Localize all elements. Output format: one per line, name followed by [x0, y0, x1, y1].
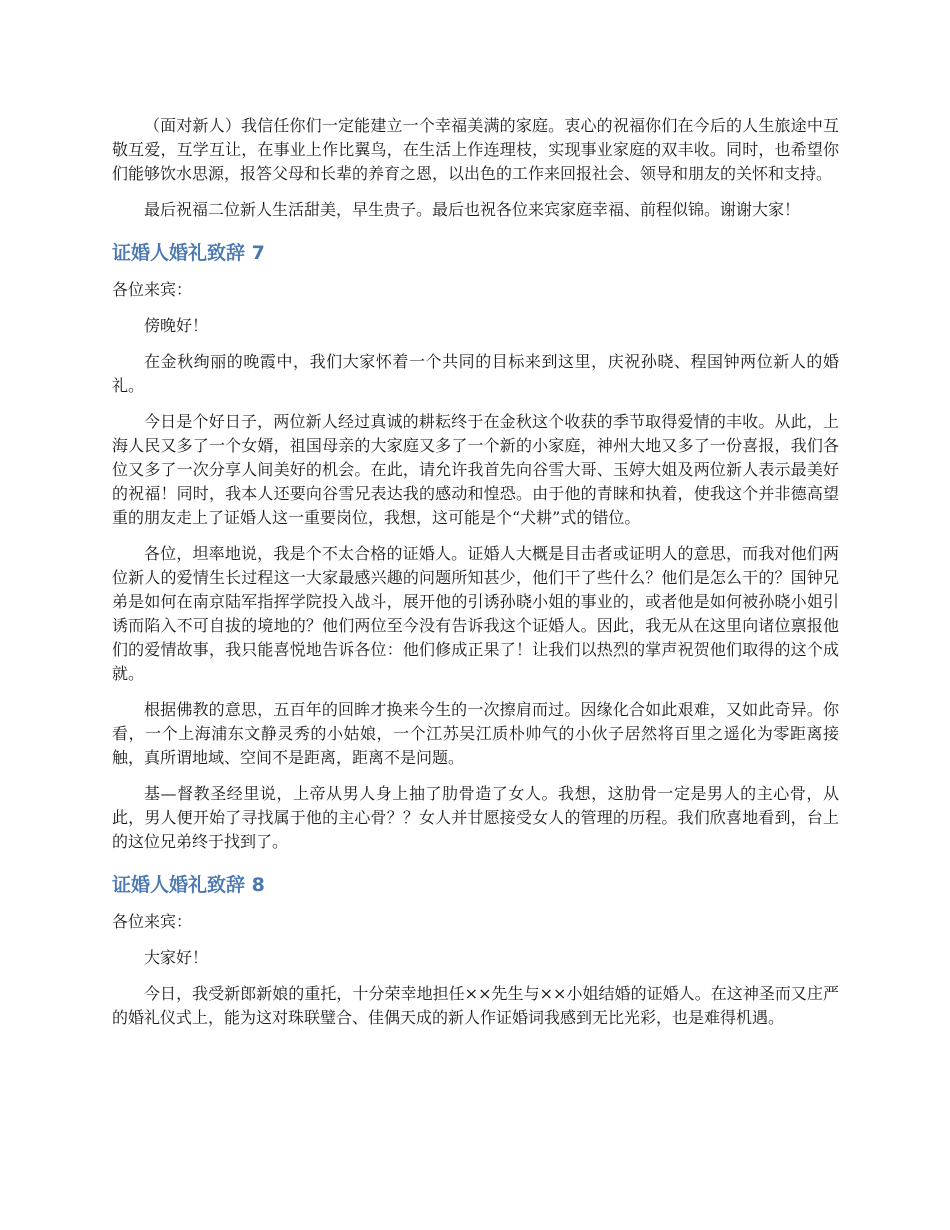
section-heading-8: 证婚人婚礼致辞 8 — [112, 874, 265, 896]
greeting: 傍晚好！ — [144, 316, 209, 335]
salutation: 各位来宾： — [112, 280, 193, 299]
body-paragraph: 今日，我受新郎新娘的重托，十分荣幸地担任××先生与××小姐结婚的证婚人。在这神圣而又庄严的婚礼仪式上，能为这对珠联璧合、佳偶天成的新人作证婚词我感到无比光彩，也是难得机遇。 — [112, 984, 839, 1027]
body-paragraph: 基—督教圣经里说，上帝从男人身上抽了肋骨造了女人。我想，这肋骨一定是男人的主心骨，从此，男人便开始了寻找属于他的主心骨？？女人并甘愿接受女人的管理的历程。我们欣喜地看到，台上的这位兄弟终于找到了。 — [112, 784, 839, 851]
greeting: 大家好！ — [144, 948, 209, 967]
intro-paragraph: 最后祝福二位新人生活甜美，早生贵子。最后也祝各位来宾家庭幸福、前程似锦。谢谢大家！ — [144, 200, 801, 219]
body-paragraph: 根据佛教的意思，五百年的回眸才换来今生的一次擦肩而过。因缘化合如此艰难，又如此奇异。你看，一个上海浦东文静灵秀的小姑娘，一个江苏吴江质朴帅气的小伙子居然将百里之遥化为零距离接触，真所谓地域、空间不是距离，距离不是问题。 — [112, 700, 839, 767]
document-page — [112, 114, 839, 1042]
intro-paragraph: （面对新人）我信任你们一定能建立一个幸福美满的家庭。衷心的祝福你们在今后的人生旅途中互敬互爱，互学互让，在事业上作比翼鸟，在生活上作连理枝，实现事业家庭的双丰收。同时，也希望你们能够饮水思源，报答父母和长辈的养育之恩，以出色的工作来回报社会、领导和朋友的关怀和支持。 — [112, 116, 839, 183]
body-paragraph: 今日是个好日子，两位新人经过真诚的耕耘终于在金秋这个收获的季节取得爱情的丰收。从此，上海人民又多了一个女婿，祖国母亲的大家庭又多了一个新的小家庭，神州大地又多了一份喜报，我们各位又多了一次分享人间美好的机会。在此，请允许我首先向谷雪大哥、玉婷大姐及两位新人表示最美好的祝福！同时，我本人还要向谷雪兄表达我的感动和惶恐。由于他的青睐和执着，使我这个并非德高望重的朋友走上了证婚人这一重要岗位，我想，这可能是个“犬耕”式的错位。 — [112, 412, 839, 527]
body-paragraph: 在金秋绚丽的晚霞中，我们大家怀着一个共同的目标来到这里，庆祝孙晓、程国钟两位新人的婚礼。 — [112, 352, 839, 395]
section-heading-7: 证婚人婚礼致辞 7 — [112, 242, 265, 264]
body-paragraph: 各位，坦率地说，我是个不太合格的证婚人。证婚人大概是目击者或证明人的意思，而我对他们两位新人的爱情生长过程这一大家最感兴趣的问题所知甚少，他们干了些什么？他们是怎么干的？国钟兄弟是如何在南京陆军指挥学院投入战斗，展开他的引诱孙晓小姐的事业的，或者他是如何被孙晓小姐引诱而陷入不可自拔的境地的？他们两位至今没有告诉我这个证婚人。因此，我无从在这里向诸位禀报他们的爱情故事，我只能喜悦地告诉各位：他们修成正果了！让我们以热烈的掌声祝贺他们取得的这个成就。 — [112, 544, 839, 683]
salutation: 各位来宾： — [112, 912, 193, 931]
